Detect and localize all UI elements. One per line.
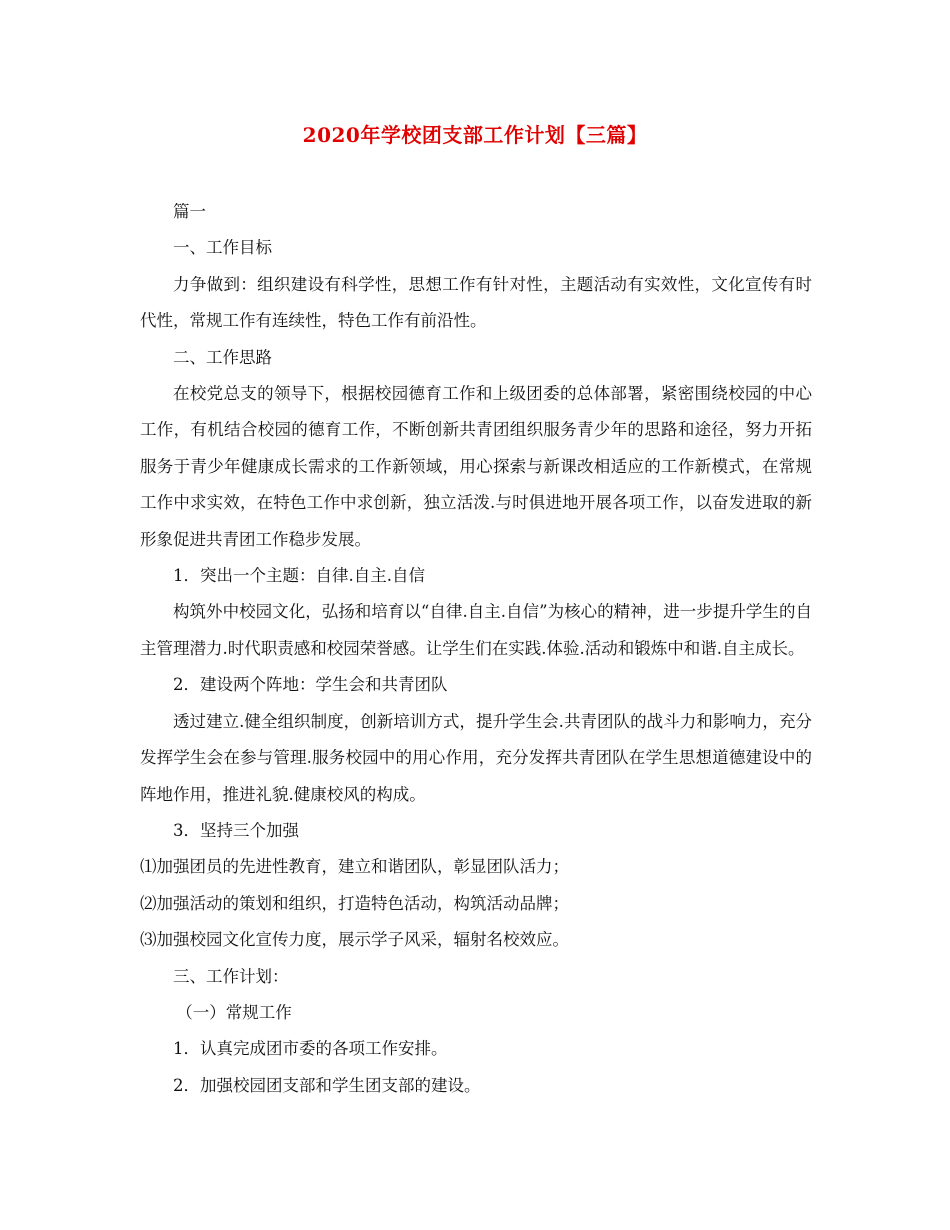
list-item-routine-1: 1．认真完成团市委的各项工作安排。 <box>173 1039 448 1059</box>
subheading-two-positions: 2．建设两个阵地：学生会和共青团队 <box>173 675 448 695</box>
list-item-strengthen-2: ⑵加强活动的策划和组织，打造特色活动，构筑活动品牌； <box>140 893 569 913</box>
list-item-strengthen-3: ⑶加强校园文化宣传力度，展示学子风采，辐射名校效应。 <box>140 930 569 950</box>
heading-work-goals: 一、工作目标 <box>173 238 272 258</box>
paragraph-two-positions: 透过建立.健全组织制度，创新培训方式，提升学生会.共青团队的战斗力和影响力，充分发挥学生会在参与管理.服务校园中的用心作用，充分发挥共青团队在学生思想道德建设中的阵地作用，推进礼貌.健康校风的构成。 <box>140 711 812 804</box>
list-item-strengthen-1: ⑴加强团员的先进性教育，建立和谐团队，彰显团队活力； <box>140 857 569 877</box>
subheading-routine-work: （一）常规工作 <box>176 1002 292 1022</box>
paragraph-theme: 构筑外中校园文化，弘扬和培育以“自律.自主.自信”为核心的精神，进一步提升学生的自主管理潜力.时代职责感和校园荣誉感。让学生们在实践.体验.活动和锻炼中和谐.自主成长。 <box>140 602 812 658</box>
subheading-theme: 1．突出一个主题：自律.自主.自信 <box>173 566 425 586</box>
paragraph-work-ideas: 在校党总支的领导下，根据校园德育工作和上级团委的总体部署，紧密围绕校园的中心工作，有机结合校园的德育工作，不断创新共青团组织服务青少年的思路和途径，努力开拓服务于青少年健康成长需求的工作新领域，用心探索与新课改相适应的工作新模式，在常规工作中求实效，在特色工作中求创新，独立活泼.与时俱进地开展各项工作，以奋发进取的新形象促进共青团工作稳步发展。 <box>140 384 812 549</box>
heading-work-ideas: 二、工作思路 <box>173 347 272 367</box>
subheading-three-strengthens: 3．坚持三个加强 <box>173 820 299 840</box>
list-item-routine-2: 2．加强校园团支部和学生团支部的建设。 <box>173 1075 481 1095</box>
section-label: 篇一 <box>173 202 206 221</box>
heading-work-plan: 三、工作计划： <box>173 966 289 986</box>
document-title: 2020年学校团支部工作计划【三篇】 <box>302 123 648 147</box>
paragraph-work-goals: 力争做到：组织建设有科学性，思想工作有针对性，主题活动有实效性，文化宣传有时代性，常规工作有连续性，特色工作有前沿性。 <box>140 274 812 331</box>
document-body <box>140 194 812 1104</box>
